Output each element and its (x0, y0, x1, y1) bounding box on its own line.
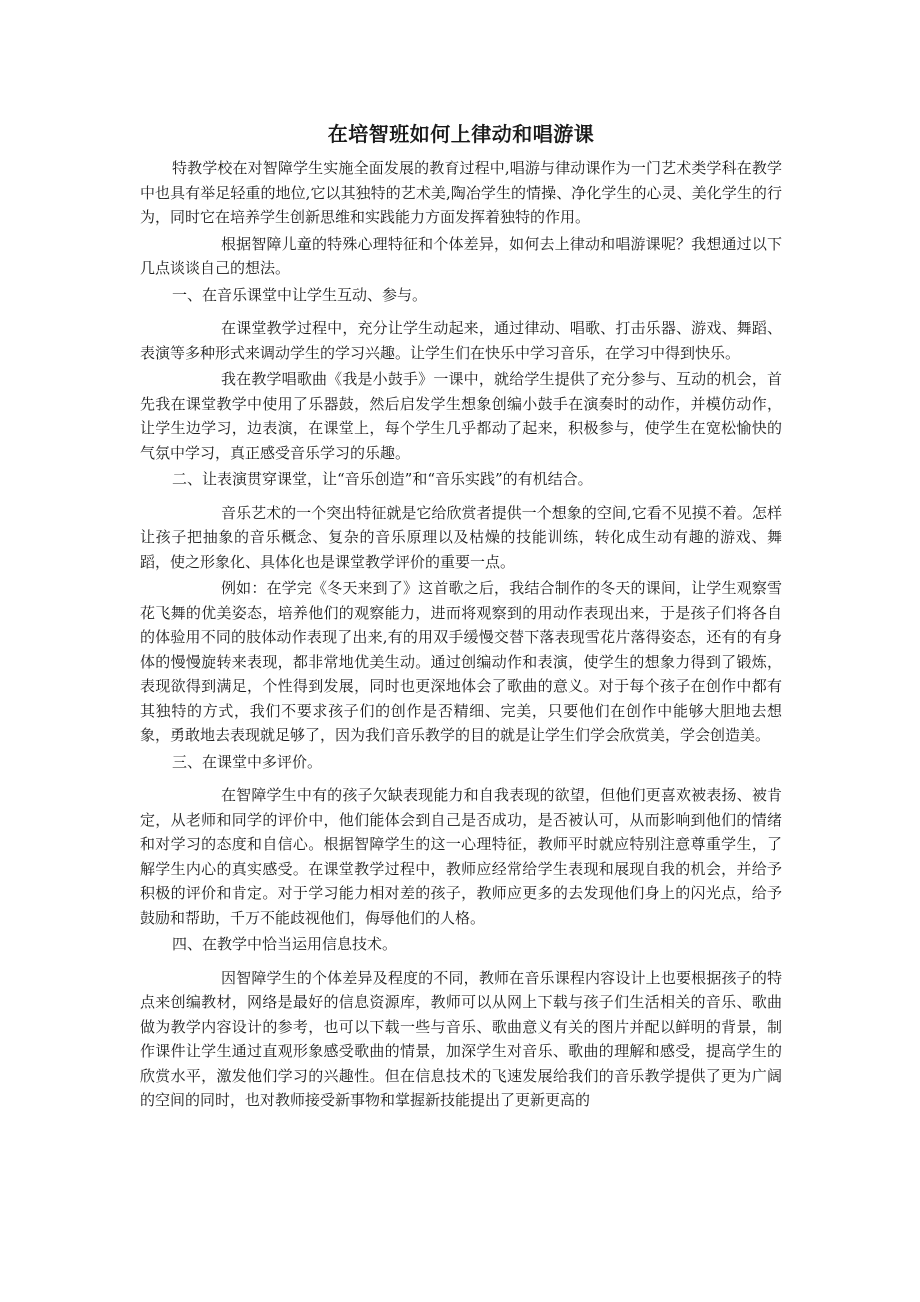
section-1-paragraph-2: 我在教学唱歌曲《我是小鼓手》一课中，就给学生提供了充分参与、互动的机会，首先我在课堂教学中使用了乐器鼓，然后启发学生想象创编小鼓手在演奏时的动作，并模仿动作，让学生边学习，边表演，在课堂上，每个学生几乎都动了起来，积极参与，使学生在宽松愉快的气氛中学习，真正感受音乐学习的乐趣。 (140, 370, 782, 462)
section-heading-3: 三、在课堂中多评价。 (172, 752, 323, 771)
document-title: 在培智班如何上律动和唱游课 (327, 122, 595, 146)
section-1-paragraph-1: 在课堂教学过程中，充分让学生动起来，通过律动、唱歌、打击乐器、游戏、舞蹈、表演等多种形式来调动学生的学习兴趣。让学生们在快乐中学习音乐，在学习中得到快乐。 (140, 319, 782, 362)
section-heading-2: 二、让表演贯穿课堂，让“音乐创造”和“音乐实践”的有机结合。 (172, 470, 593, 488)
section-heading-4: 四、在教学中恰当运用信息技术。 (172, 935, 398, 953)
section-heading-1: 一、在音乐课堂中让学生互动、参与。 (172, 285, 428, 304)
section-2-paragraph-1: 音乐艺术的一个突出特征就是它给欣赏者提供一个想象的空间,它看不见摸不着。怎样让孩子把抽象的音乐概念、复杂的音乐原理以及枯燥的技能训练，转化成生动有趣的游戏、舞蹈，使之形象化、具体化也是课堂教学评价的重要一点。 (140, 503, 782, 571)
section-4-paragraph-1: 因智障学生的个体差异及程度的不同，教师在音乐课程内容设计上也要根据孩子的特点来创编教材，网络是最好的信息资源库，教师可以从网上下载与孩子们生活相关的音乐、歌曲做为教学内容设计的参考，也可以下载一些与音乐、歌曲意义有关的图片并配以鲜明的背景，制作课件让学生通过直观形象感受歌曲的情景，加深学生对音乐、歌曲的理解和感受，提高学生的欣赏水平，激发他们学习的兴趣性。但在信息技术的飞速发展给我们的音乐教学提供了更为广阔的空间的同时，也对教师接受新事物和掌握新技能提出了更新更高的 (140, 968, 782, 1109)
overview-paragraph: 根据智障儿童的特殊心理特征和个体差异，如何去上律动和唱游课呢？我想通过以下几点谈谈自己的想法。 (140, 234, 782, 277)
section-2-paragraph-2: 例如：在学完《冬天来到了》这首歌之后，我结合制作的冬天的课间，让学生观察雪花飞舞的优美姿态，培养他们的观察能力，进而将观察到的用动作表现出来，于是孩子们将各自的体验用不同的肢体动作表现了出来,有的用双手缓慢交替下落表现雪花片落得姿态，还有的有身体的慢慢旋转来表现，都非常地优美生动。通过创编动作和表演，使学生的想象力得到了锻炼，表现欲得到满足，个性得到发展，同时也更深地体会了歌曲的意义。对于每个孩子在创作中都有其独特的方式，我们不要求孩子们的创作是否精细、完美，只要他们在创作中能够大胆地去想象，勇敢地去表现就足够了，因为我们音乐教学的目的就是让学生们学会欣赏美，学会创造美。 (140, 579, 782, 744)
document-page (140, 118, 782, 1115)
section-3-paragraph-1: 在智障学生中有的孩子欠缺表现能力和自我表现的欲望，但他们更喜欢被表扬、被肯定，从老师和同学的评价中，他们能体会到自己是否成功，是否被认可，从而影响到他们的情绪和对学习的态度和自信心。根据智障学生的这一心理特征，教师平时就应特别注意尊重学生，了解学生内心的真实感受。在课堂教学过程中，教师应经常给学生表现和展现自我的机会，并给予积极的评价和肯定。对于学习能力相对差的孩子，教师应更多的去发现他们身上的闪光点，给予鼓励和帮助，千万不能歧视他们，侮辱他们的人格。 (140, 786, 782, 927)
intro-paragraph: 特教学校在对智障学生实施全面发展的教育过程中,唱游与律动课作为一门艺术类学科在教学中也具有举足轻重的地位,它以其独特的艺术美,陶冶学生的情操、净化学生的心灵、美化学生的行为，同时它在培养学生创新思维和实践能力方面发挥着独特的作用。 (140, 159, 782, 226)
